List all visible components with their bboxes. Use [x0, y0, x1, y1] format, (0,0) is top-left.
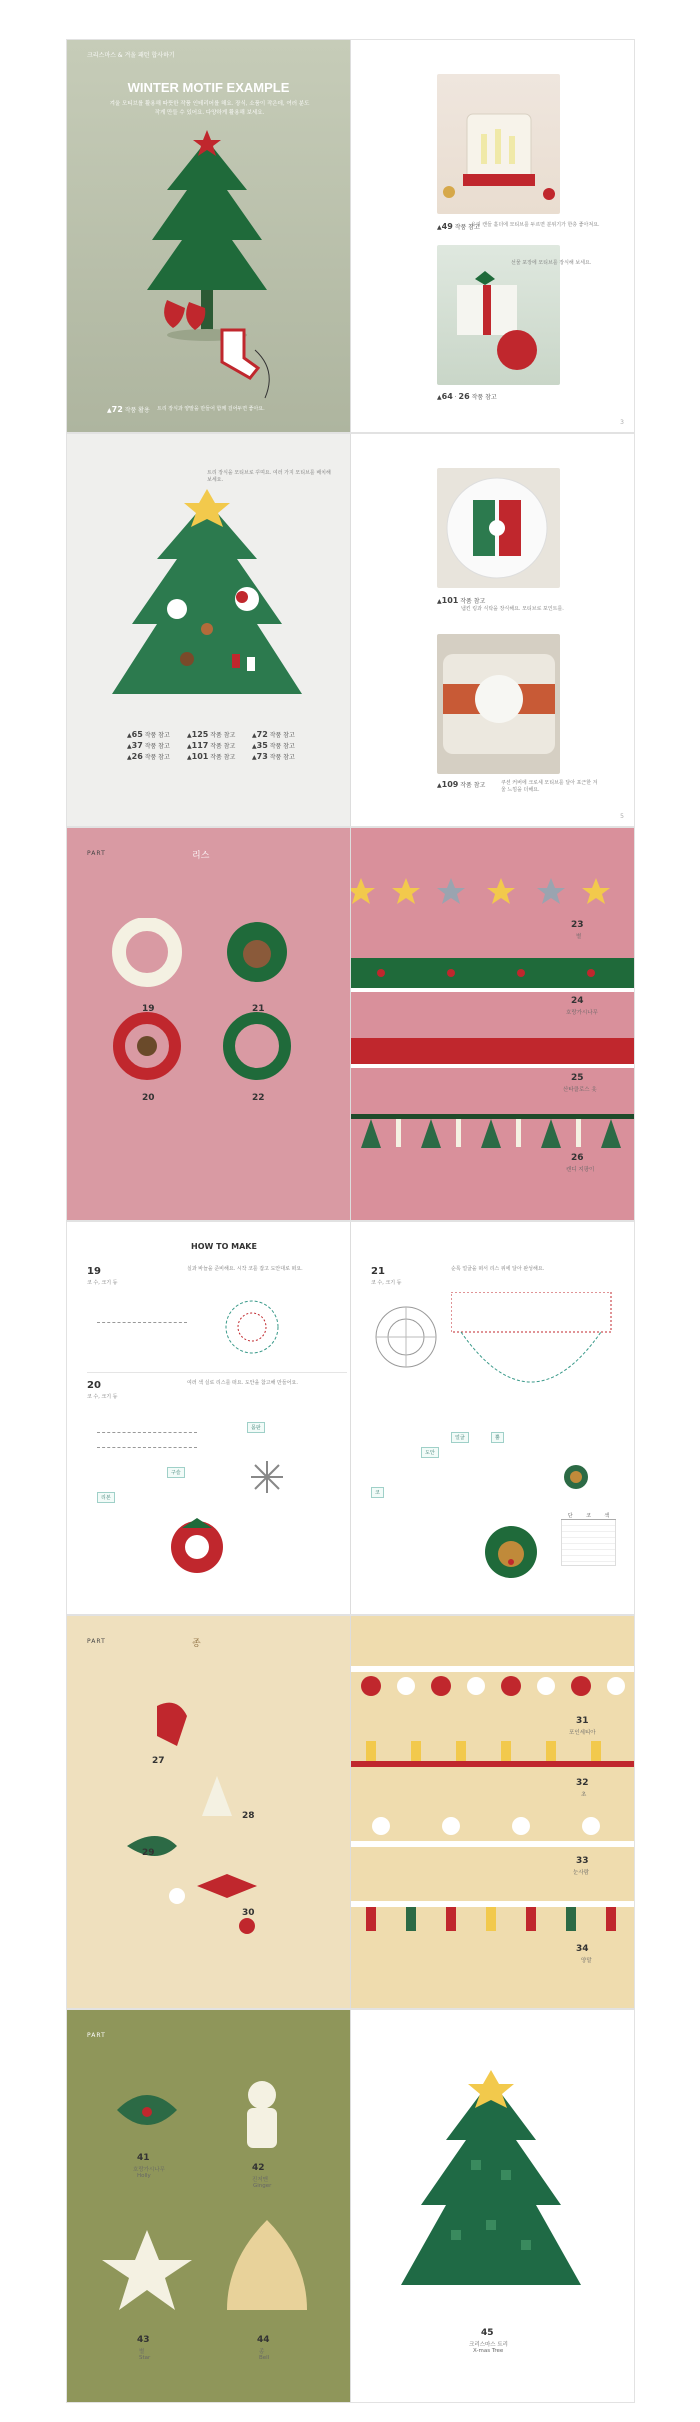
item-number: 28: [242, 1811, 255, 1821]
part-label: PART: [87, 1638, 106, 1645]
table-head: 색: [604, 1513, 610, 1519]
edging-motifs-photo: [351, 878, 634, 1178]
grid-chart: [451, 1292, 621, 1422]
pattern-sub: 코 수, 크기 등: [87, 1394, 118, 1400]
page-title: WINTER MOTIF EXAMPLE: [127, 80, 290, 95]
photo2-note: 쿠션 커버에 크로셰 모티브를 달아 포근한 겨울 느낌을 더해요.: [501, 780, 598, 793]
label-box: 뿔: [491, 1432, 504, 1443]
item-number: 19: [142, 1004, 155, 1014]
item-label: 진저맨: [252, 2177, 268, 2183]
item-number: 21: [252, 1004, 265, 1014]
item-label: 호랑가시나무: [566, 1010, 598, 1016]
ref-49: ▲49 작품 참고: [437, 222, 480, 231]
label-box: 얼굴: [451, 1432, 469, 1443]
ref-item: ▲117 작품 참고: [187, 741, 236, 750]
section-title: 종: [192, 1639, 201, 1649]
page-left: [67, 1222, 350, 1614]
ref-64-26: ▲64 · 26 작품 참고: [437, 392, 497, 401]
page-right: [351, 2010, 634, 2402]
table-head: 단: [567, 1513, 573, 1519]
page-left: [67, 2010, 350, 2402]
item-number: 25: [571, 1073, 584, 1083]
filet-motifs-photo: [97, 2070, 327, 2360]
spread-tree-display: [67, 434, 634, 826]
ref-item: ▲125 작품 참고: [187, 730, 236, 739]
item-label: 크리스마스 트리: [469, 2342, 508, 2348]
spread-filet-motifs: [67, 2010, 634, 2402]
item-number: 20: [142, 1093, 155, 1103]
ref-item: ▲72 작품 참고: [252, 730, 295, 739]
item-label: 캔디 지팡이: [566, 1167, 595, 1173]
item-label: 별: [139, 2349, 145, 2355]
item-sublabel: Star: [139, 2355, 151, 2361]
ref-item: ▲65 작품 참고: [127, 730, 170, 739]
spread-bell: [67, 1616, 634, 2008]
pattern-number: 19: [87, 1266, 101, 1277]
left-ref-note: 트리 장식과 양말을 만들어 함께 걸어두면 좋아요.: [157, 406, 265, 412]
xmas-tree-ornament-photo: [127, 130, 297, 410]
divider: [87, 1372, 347, 1373]
item-number: 31: [576, 1716, 589, 1726]
pattern-sub: 코 수, 크기 등: [87, 1280, 118, 1286]
item-sublabel: Bell: [259, 2355, 270, 2361]
ref-101: ▲101 작품 참고: [437, 596, 486, 605]
item-label: 산타클로스 옷: [563, 1087, 597, 1093]
wreath-motifs-photo: [107, 918, 307, 1098]
label-box: 코: [371, 1487, 384, 1498]
stitch-table: [561, 1512, 616, 1566]
page-left: [67, 1616, 350, 2008]
item-label: 별: [576, 934, 582, 940]
item-label: 종: [259, 2349, 265, 2355]
photo1-note: 냅킨 링과 식탁을 장식해요. 모티브로 포인트를.: [461, 606, 564, 612]
page-left: [67, 40, 350, 432]
section-title: 리스: [192, 851, 210, 861]
label-box: 몸판: [247, 1422, 265, 1433]
ref-72: ▲72 작품 활용: [107, 405, 150, 414]
page-right: [351, 1222, 634, 1614]
part-label: PART: [87, 2032, 106, 2039]
candle-holder-photo: [437, 74, 560, 214]
pattern-number: 21: [371, 1266, 385, 1277]
napkin-plate-photo: [437, 468, 560, 588]
page-number: 3: [620, 419, 624, 426]
page-left: [67, 828, 350, 1220]
page-right: [351, 828, 634, 1220]
page-right: [351, 1616, 634, 2008]
ref-item: ▲35 작품 참고: [252, 741, 295, 750]
photo2-note: 선물 포장에 모티브를 장식해 보세요.: [511, 260, 592, 266]
chain-diagram: [97, 1432, 197, 1433]
pattern-number: 20: [87, 1380, 101, 1391]
item-number: 30: [242, 1908, 255, 1918]
pattern-desc: 순록 얼굴을 떠서 리스 위에 달아 완성해요.: [451, 1266, 545, 1272]
item-number: 29: [142, 1848, 155, 1858]
ref-item: ▲101 작품 참고: [187, 752, 236, 761]
item-sublabel: X-mas Tree: [473, 2348, 504, 2354]
item-label: 초: [581, 1792, 587, 1798]
chain-diagram: [97, 1447, 197, 1448]
round-chart: [371, 1302, 441, 1372]
part-label: PART: [87, 850, 106, 857]
item-number: 23: [571, 920, 584, 930]
how-to-heading: HOW TO MAKE: [191, 1242, 257, 1251]
filet-tree-photo: [391, 2070, 591, 2320]
intro-text: 겨울 모티브를 활용해 따뜻한 작품 인테리어를 해요. 장식, 소품이 작은데, 여러 분도 작게 만들 수 있어요. 다양하게 활용해 보세요.: [109, 101, 310, 116]
item-label: 포인세티아: [569, 1730, 596, 1736]
item-label: 양말: [581, 1958, 592, 1964]
item-number: 42: [252, 2163, 265, 2173]
cushion-photo: [437, 634, 560, 774]
item-number: 24: [571, 996, 584, 1006]
spread-how-to-make: [67, 1222, 634, 1614]
item-number: 27: [152, 1756, 165, 1766]
label-box: 구슬: [167, 1467, 185, 1478]
label-box: 리본: [97, 1492, 115, 1503]
item-number: 22: [252, 1093, 265, 1103]
pattern-desc: 실과 바늘을 준비해요. 시작 코를 잡고 도안대로 떠요.: [187, 1266, 303, 1272]
spread-winter-motif: [67, 40, 634, 432]
item-label: 눈사람: [573, 1870, 589, 1876]
label-box: 도안: [421, 1447, 439, 1458]
pattern-sub: 코 수, 크기 등: [371, 1280, 402, 1286]
spread-wreath: [67, 828, 634, 1220]
table-body: [561, 1520, 616, 1566]
item-number: 45: [481, 2328, 494, 2338]
item-number: 33: [576, 1856, 589, 1866]
page-right: [351, 40, 634, 432]
edging-motifs-photo: [351, 1666, 634, 1976]
chain-diagram: [97, 1322, 187, 1323]
item-number: 34: [576, 1944, 589, 1954]
ref-item: ▲26 작품 참고: [127, 752, 170, 761]
item-number: 43: [137, 2335, 150, 2345]
item-sublabel: Ginger: [253, 2183, 272, 2189]
item-number: 26: [571, 1153, 584, 1163]
photo1-note: 유리 캔들 홀더에 모티브를 두르면 분위기가 한층 좋아져요.: [471, 222, 600, 228]
item-number: 32: [576, 1778, 589, 1788]
ref-item: ▲37 작품 참고: [127, 741, 170, 750]
bell-motifs-photo: [107, 1696, 307, 1966]
ref-item: ▲73 작품 참고: [252, 752, 295, 761]
table-head: 코: [586, 1513, 591, 1519]
item-number: 41: [137, 2153, 150, 2163]
item-sublabel: Holly: [137, 2173, 151, 2179]
pattern-desc: 여러 색 실로 리스를 떠요. 도안을 참고해 만들어요.: [187, 1380, 298, 1386]
item-number: 44: [257, 2335, 270, 2345]
ref-109: ▲109 작품 참고: [437, 780, 486, 789]
page-number: 5: [620, 813, 624, 820]
small-wreath-diagram: [561, 1462, 591, 1492]
reindeer-wreath-diagram: [481, 1522, 541, 1582]
red-wreath-diagram: [162, 1512, 232, 1582]
item-label: 호랑가시나무: [133, 2167, 165, 2173]
crochet-tree-photo: [97, 489, 317, 719]
page-right: [351, 434, 634, 826]
snowflake-diagram: [247, 1457, 287, 1497]
spread-header: 크리스마스 & 겨울 패턴 합사하기: [87, 52, 175, 59]
left-note: 트리 장식을 모티브로 꾸며요. 여러 가지 모티브를 배치해 보세요.: [207, 470, 331, 483]
page-left: [67, 434, 350, 826]
ring-diagram: [217, 1292, 287, 1362]
